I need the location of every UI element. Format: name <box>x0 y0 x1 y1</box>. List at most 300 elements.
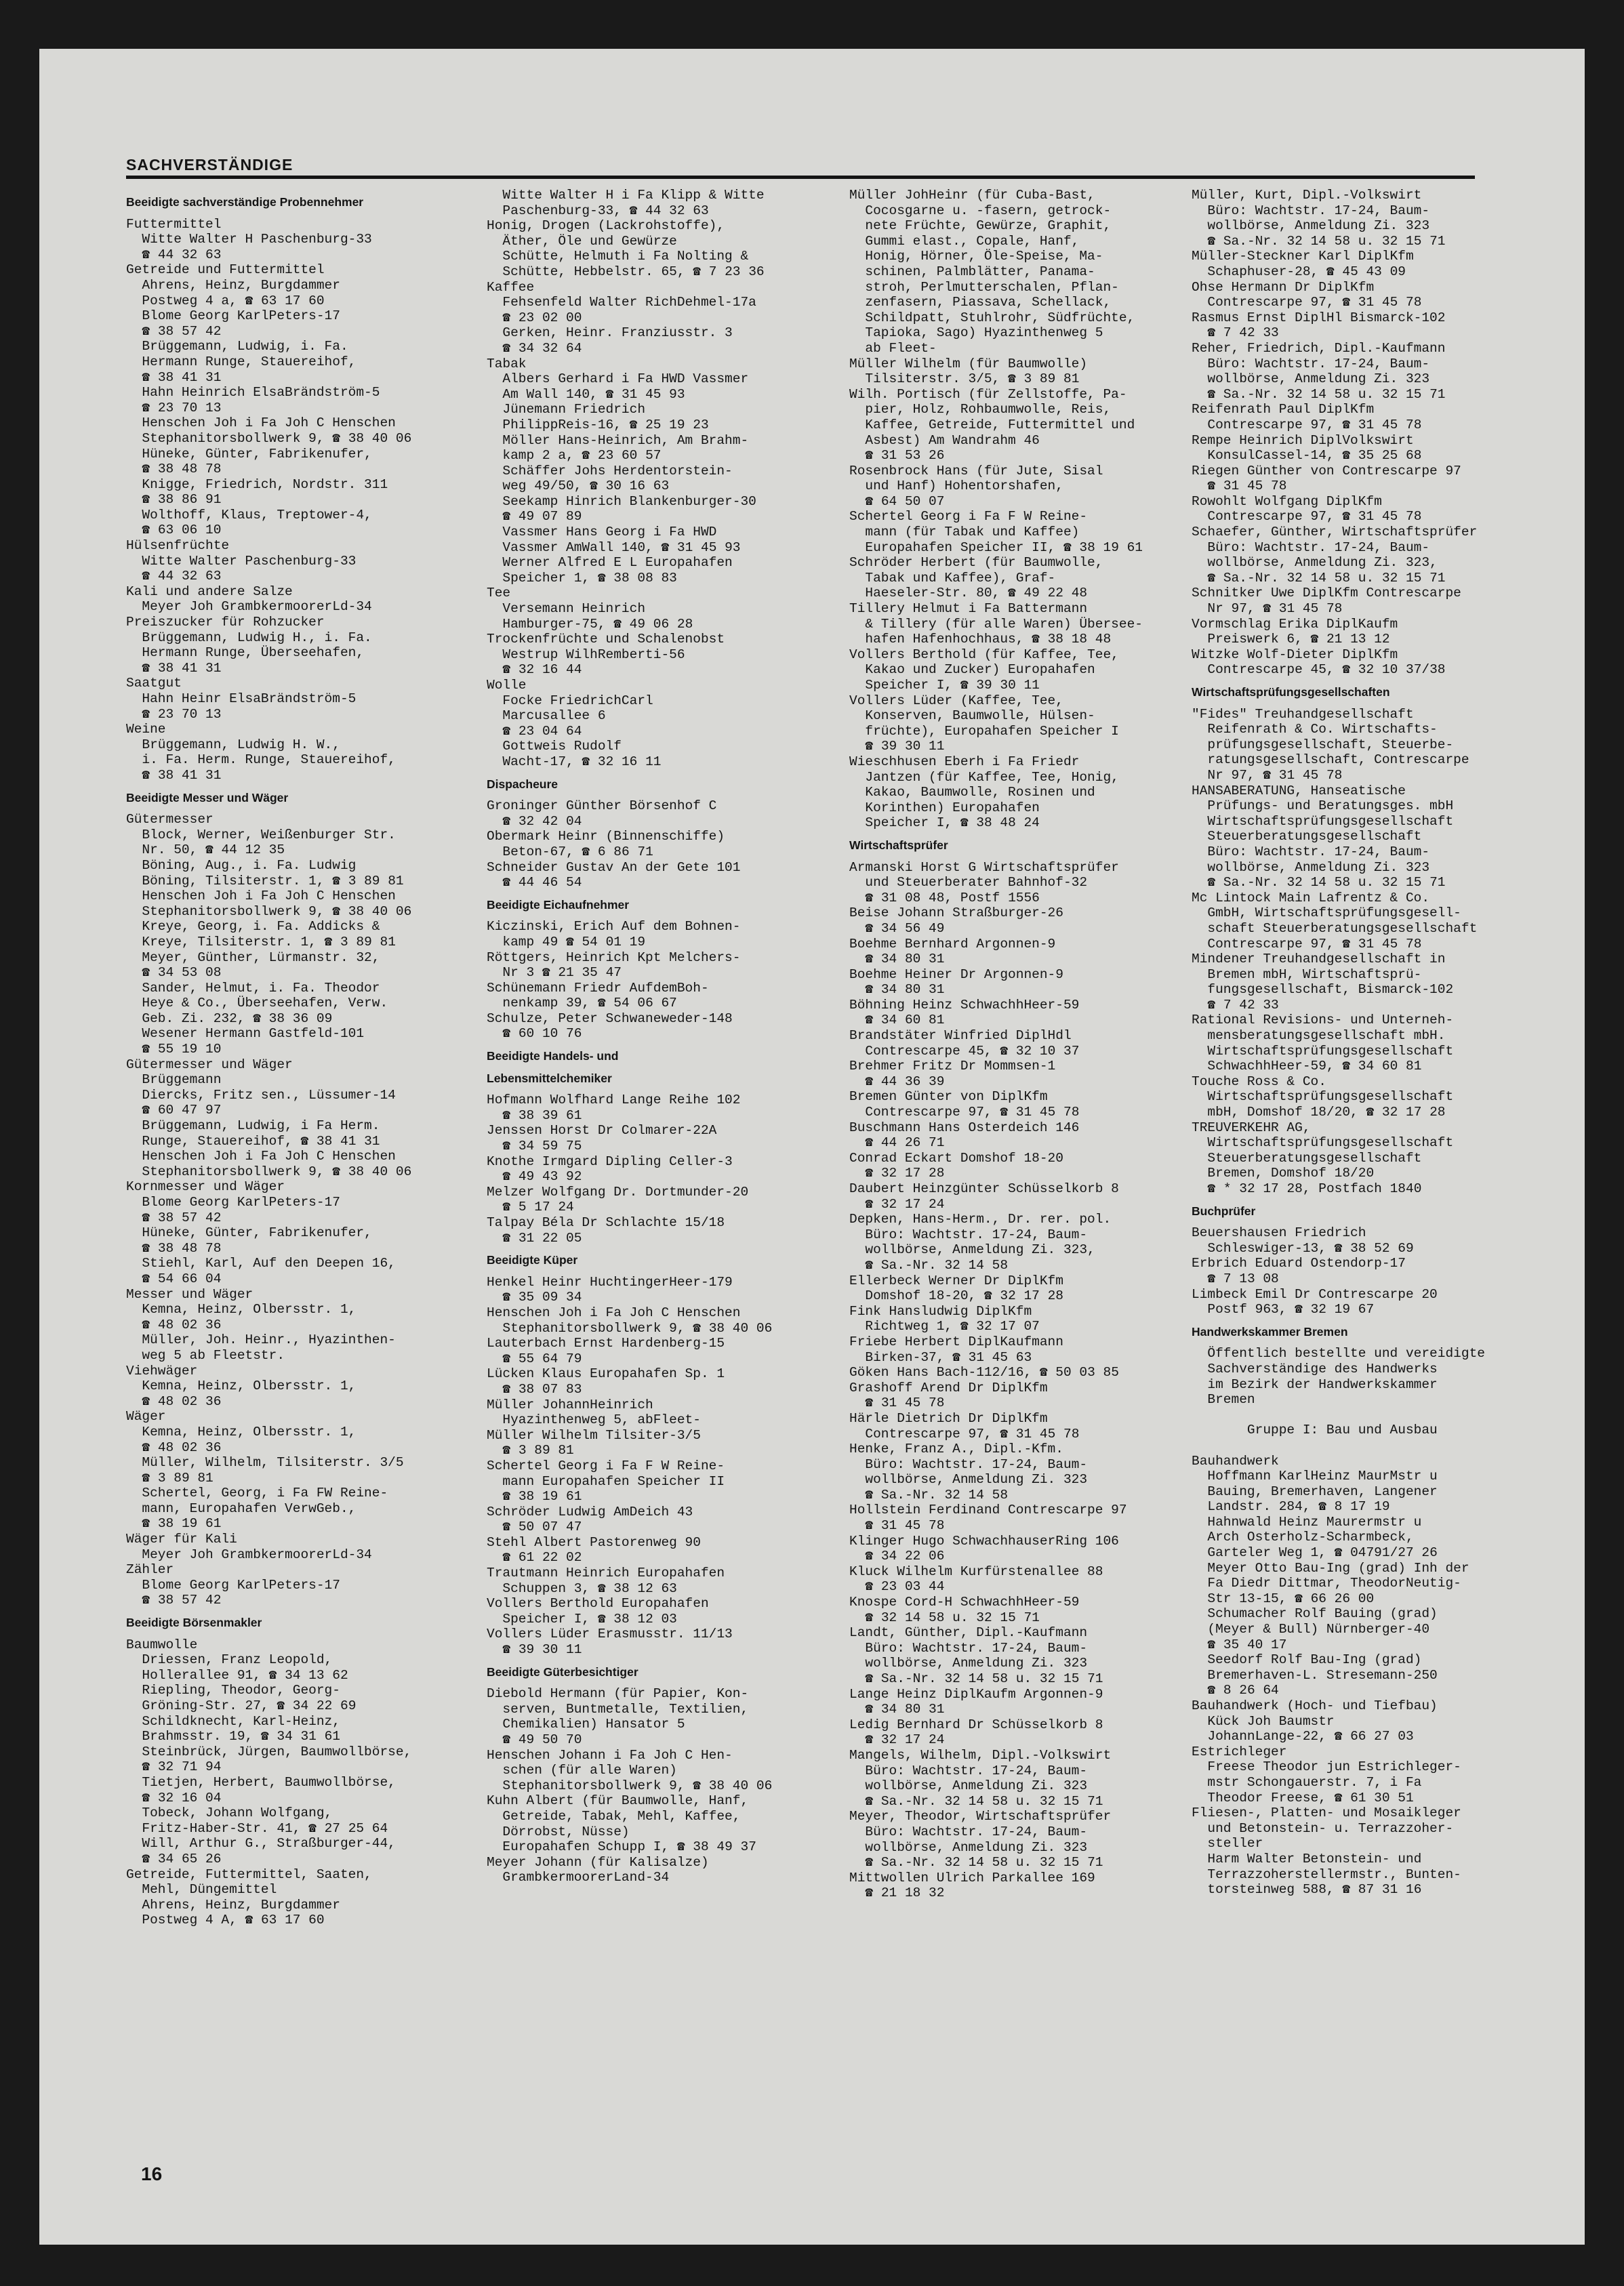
entry-line: Beuershausen Friedrich <box>1192 1225 1366 1241</box>
entry-line: Schertel Georg i Fa F W Reine- <box>849 509 1088 525</box>
entry-line: ☎ 7 42 33 <box>1192 997 1279 1013</box>
entry-line: Beton-67, ☎ 6 86 71 <box>487 844 653 859</box>
entry-line: HANSABERATUNG, Hanseatische <box>1192 783 1406 798</box>
entry-line: Terrazzoherstellermstr., Bunten- <box>1192 1866 1461 1882</box>
entry-line: Hoffmann KarlHeinz MaurMstr u <box>1192 1469 1438 1484</box>
entry-line <box>1192 1408 1537 1423</box>
entry-line: wollbörse, Anmeldung Zi. 323, <box>849 1242 1095 1258</box>
entry-line: ☎ 32 16 04 <box>126 1790 222 1805</box>
entry-line: Runge, Stauereihof, ☎ 38 41 31 <box>126 1133 380 1149</box>
entry-line: Kaffee, Getreide, Futtermittel und <box>849 417 1135 432</box>
entry-line: Melzer Wolfgang Dr. Dortmunder-20 <box>487 1184 749 1200</box>
section-heading: Beeidigte sachverständige Probennehmer <box>126 195 364 209</box>
entry-line: Touche Ross & Co. <box>1192 1074 1326 1089</box>
section-heading: Lebensmittelchemiker <box>487 1071 612 1085</box>
entry-line: TREUVERKEHR AG, <box>1192 1120 1311 1135</box>
entry-line: Dörrobst, Nüsse) <box>487 1824 630 1839</box>
entry-line: Nr. 50, ☎ 44 12 35 <box>126 842 285 858</box>
entry-line: Futtermittel <box>126 216 222 232</box>
entry-line: Ellerbeck Werner Dr DiplKfm <box>849 1273 1063 1288</box>
entry-line: Landstr. 284, ☎ 8 17 19 <box>1192 1499 1390 1515</box>
entry-line: Ledig Bernhard Dr Schüsselkorb 8 <box>849 1717 1103 1732</box>
entry-line: i. Fa. Herm. Runge, Stauereihof, <box>126 752 396 768</box>
entry-line: Stehl Albert Pastorenweg 90 <box>487 1534 701 1550</box>
entry-line: ☎ 31 08 48, Postf 1556 <box>849 890 1040 905</box>
entry-line: nete Früchte, Gewürze, Graphit, <box>849 218 1112 234</box>
entry-line: fungsgesellschaft, Bismarck-102 <box>1192 982 1454 998</box>
entry-line: Meyer, Theodor, Wirtschaftsprüfer <box>849 1809 1112 1824</box>
entry-line: und Steuerberater Bahnhof-32 <box>849 875 1088 891</box>
entry-line: Schneider Gustav An der Gete 101 <box>487 859 741 875</box>
entry-line: Müller Wilhelm (für Baumwolle) <box>849 356 1088 371</box>
entry-line: Gruppe I: Bau und Ausbau <box>1192 1423 1438 1438</box>
entry-line: Seedorf Rolf Bau-Ing (grad) <box>1192 1652 1422 1668</box>
entry-line: Wirtschaftsprüfungsgesellschaft <box>1192 1135 1454 1151</box>
entry-line: Büro: Wachtstr. 17-24, Baum- <box>1192 539 1430 555</box>
entry-line: "Fides" Treuhandgesellschaft <box>1192 706 1414 722</box>
entry-line: ☎ 34 65 26 <box>126 1851 222 1866</box>
entry-line: ☎ 32 16 44 <box>487 662 582 678</box>
entry-line: Brüggemann, Ludwig H. W., <box>126 737 340 752</box>
entry-line: Speicher I, ☎ 38 48 24 <box>849 815 1040 831</box>
section-heading: Beeidigte Eichaufnehmer <box>487 897 630 912</box>
entry-line: Reher, Friedrich, Dipl.-Kaufmann <box>1192 340 1446 356</box>
entry-line: Schuppen 3, ☎ 38 12 63 <box>487 1580 677 1596</box>
entry-line: ☎ 38 41 31 <box>126 369 222 385</box>
entry-line: Hollstein Ferdinand Contrescarpe 97 <box>849 1503 1127 1518</box>
entry-line: mbH, Domshof 18/20, ☎ 32 17 28 <box>1192 1105 1446 1120</box>
entry-line: ☎ 32 71 94 <box>126 1759 222 1775</box>
entry-line: ☎ 44 32 63 <box>126 247 222 262</box>
entry-line: ☎ 49 07 89 <box>487 509 582 525</box>
entry-line: prüfungsgesellschaft, Steuerbe- <box>1192 737 1454 752</box>
entry-line: Mittwollen Ulrich Parkallee 169 <box>849 1870 1095 1885</box>
entry-line: ☎ Sa.-Nr. 32 14 58 u. 32 15 71 <box>1192 386 1446 402</box>
entry-line: ☎ 44 32 63 <box>126 569 222 584</box>
entry-line: Vollers Berthold Europahafen <box>487 1596 709 1612</box>
entry-line: ☎ 34 22 06 <box>849 1549 945 1564</box>
entry-line: Bremerhaven-L. Stresemann-250 <box>1192 1667 1438 1683</box>
entry-line: Vollers Lüder (Kaffee, Tee, <box>849 693 1063 708</box>
entry-line: Westrup WilhRemberti-56 <box>487 647 685 662</box>
entry-line: Müller Wilhelm Tilsiter-3/5 <box>487 1427 701 1443</box>
entry-line: Contrescarpe 97, ☎ 31 45 78 <box>1192 295 1422 310</box>
entry-line: Mindener Treuhandgesellschaft in <box>1192 952 1446 967</box>
entry-line: ☎ Sa.-Nr. 32 14 58 u. 32 15 71 <box>849 1793 1103 1809</box>
entry-line: Preiszucker für Rohzucker <box>126 615 325 630</box>
entry-line: Zähler <box>126 1562 174 1578</box>
entry-line: Tee <box>487 586 511 601</box>
entry-line: Will, Arthur G., Straßburger-44, <box>126 1836 396 1852</box>
entry-line: Kakao, Baumwolle, Rosinen und <box>849 785 1095 800</box>
entry-line: Korinthen) Europahafen <box>849 800 1040 815</box>
entry-line: ☎ 31 45 78 <box>849 1518 945 1534</box>
entry-line: Stephanitorsbollwerk 9, ☎ 38 40 06 <box>487 1778 773 1793</box>
entry-line: ☎ 44 26 71 <box>849 1135 945 1151</box>
entry-line: ☎ 38 57 42 <box>126 1593 222 1608</box>
entry-line: ☎ 5 17 24 <box>487 1200 574 1215</box>
entry-line: Beise Johann Straßburger-26 <box>849 905 1063 921</box>
entry-line: Fink Hansludwig DiplKfm <box>849 1303 1032 1319</box>
entry-line: Speicher I, ☎ 38 12 03 <box>487 1611 677 1627</box>
entry-line: Speicher I, ☎ 39 30 11 <box>849 678 1040 693</box>
entry-line: Hahn Heinr ElsaBrändström-5 <box>126 691 357 706</box>
entry-line: mann (für Tabak und Kaffee) <box>849 525 1080 540</box>
entry-line: ☎ Sa.-Nr. 32 14 58 <box>849 1487 1009 1503</box>
entry-line: ☎ 50 07 47 <box>487 1519 582 1535</box>
entry-line <box>1192 1438 1537 1454</box>
entry-line: ☎ 39 30 11 <box>849 739 945 754</box>
entry-line: wollbörse, Anmeldung Zi. 323, <box>1192 555 1438 571</box>
entry-line: Härle Dietrich Dr DiplKfm <box>849 1410 1048 1426</box>
entry-line: Schumacher Rolf Bauing (grad) <box>1192 1606 1438 1622</box>
entry-line: serven, Buntmetalle, Textilien, <box>487 1701 749 1717</box>
section-heading: Handwerkskammer Bremen <box>1192 1324 1348 1339</box>
entry-line: Bremen, Domshof 18/20 <box>1192 1166 1375 1181</box>
entry-line: Am Wall 140, ☎ 31 45 93 <box>487 386 685 402</box>
entry-line: Focke FriedrichCarl <box>487 693 653 708</box>
entry-line: Fa Diedr Dittmar, TheodorNeutig- <box>1192 1576 1461 1591</box>
entry-line: Hahnwald Heinz Maurermstr u <box>1192 1514 1422 1530</box>
entry-line: steller <box>1192 1836 1263 1852</box>
entry-line: ☎ 32 17 24 <box>849 1732 945 1748</box>
entry-line: ☎ Sa.-Nr. 32 14 58 u. 32 15 71 <box>849 1855 1103 1871</box>
entry-line: ☎ 48 02 36 <box>126 1393 222 1409</box>
entry-line: weg 5 ab Fleetstr. <box>126 1347 285 1363</box>
entry-line: Birken-37, ☎ 31 45 63 <box>849 1349 1032 1365</box>
entry-line: Block, Werner, Weißenburger Str. <box>126 827 396 842</box>
entry-line: Stephanitorsbollwerk 9, ☎ 38 40 06 <box>487 1320 773 1336</box>
entry-line: Henschen Joh i Fa Joh C Henschen <box>126 415 396 431</box>
entry-line: Riegen Günther von Contrescarpe 97 <box>1192 463 1461 478</box>
entry-line: ☎ 23 02 00 <box>487 310 582 325</box>
entry-line: Henschen Johann i Fa Joh C Hen- <box>487 1747 733 1763</box>
entry-line: ☎ 34 60 81 <box>849 1013 945 1028</box>
entry-line: Jünemann Friedrich <box>487 402 646 417</box>
entry-line: ☎ 34 80 31 <box>849 982 945 998</box>
entry-line: Getreide, Tabak, Mehl, Kaffee, <box>487 1808 741 1824</box>
entry-line: zenfasern, Piassava, Schellack, <box>849 295 1112 310</box>
entry-line: Depken, Hans-Herm., Dr. rer. pol. <box>849 1212 1112 1227</box>
entry-line: Stephanitorsbollwerk 9, ☎ 38 40 06 <box>126 430 412 446</box>
entry-line: Viehwäger <box>126 1363 198 1379</box>
entry-line: ☎ 49 50 70 <box>487 1732 582 1747</box>
entry-line: Brüggemann, Ludwig H., i. Fa. <box>126 630 372 645</box>
entry-line: Europahafen Schupp I, ☎ 38 49 37 <box>487 1839 756 1855</box>
entry-line: Knothe Irmgard Dipling Celler-3 <box>487 1154 733 1169</box>
entry-line: Henke, Franz A., Dipl.-Kfm. <box>849 1442 1063 1457</box>
entry-line: Conrad Eckart Domshof 18-20 <box>849 1150 1063 1166</box>
entry-line: Asbest) Am Wandrahm 46 <box>849 432 1040 448</box>
entry-line: ☎ 38 57 42 <box>126 323 222 339</box>
entry-line: Contrescarpe 97, ☎ 31 45 78 <box>1192 936 1422 952</box>
entry-line: Getreide, Futtermittel, Saaten, <box>126 1866 372 1882</box>
entry-line: JohannLange-22, ☎ 66 27 03 <box>1192 1729 1414 1744</box>
entry-line: Ohse Hermann Dr DiplKfm <box>1192 279 1375 295</box>
entry-line: Hermann Runge, Stauereihof, <box>126 354 357 369</box>
entry-line: Kemna, Heinz, Olbersstr. 1, <box>126 1302 357 1318</box>
entry-line: Landt, Günther, Dipl.-Kaufmann <box>849 1625 1088 1641</box>
entry-line: Gummi elast., Copale, Hanf, <box>849 233 1080 249</box>
entry-line: Brahmsstr. 19, ☎ 34 31 61 <box>126 1729 340 1744</box>
entry-line: ☎ 44 46 54 <box>487 875 582 891</box>
entry-line: ☎ 34 53 08 <box>126 965 222 981</box>
entry-line: ☎ 21 18 32 <box>849 1885 945 1901</box>
entry-line: Diercks, Fritz sen., Lüssumer-14 <box>126 1087 396 1103</box>
entry-line: Stephanitorsbollwerk 9, ☎ 38 40 06 <box>126 903 412 919</box>
entry-line: Talpay Béla Dr Schlachte 15/18 <box>487 1215 725 1230</box>
entry-line: Str 13-15, ☎ 66 26 00 <box>1192 1591 1375 1606</box>
entry-line: ☎ 31 45 78 <box>1192 478 1287 494</box>
entry-line: Meyer Johann (für Kalisalze) <box>487 1854 709 1870</box>
entry-line: wollbörse, Anmeldung Zi. 323 <box>849 1778 1088 1794</box>
entry-line: Brehmer Fritz Dr Mommsen-1 <box>849 1059 1056 1074</box>
entry-line: wollbörse, Anmeldung Zi. 323 <box>1192 371 1430 387</box>
entry-line: Tobeck, Johann Wolfgang, <box>126 1805 333 1821</box>
entry-line: Harm Walter Betonstein- und <box>1192 1851 1422 1866</box>
entry-line: nenkamp 39, ☎ 54 06 67 <box>487 996 677 1011</box>
entry-line: Driessen, Franz Leopold, <box>126 1652 333 1668</box>
entry-line: Sander, Helmut, i. Fa. Theodor <box>126 980 380 996</box>
entry-line: PhilippReis-16, ☎ 25 19 23 <box>487 417 709 432</box>
entry-line: und Betonstein- u. Terrazzoher- <box>1192 1820 1454 1836</box>
entry-line: Hermann Runge, Überseehafen, <box>126 645 365 661</box>
entry-line: Riepling, Theodor, Georg- <box>126 1683 340 1698</box>
entry-line: ☎ 35 40 17 <box>1192 1637 1287 1652</box>
entry-line: Weine <box>126 722 166 737</box>
section-heading: Beeidigte Handels- und <box>487 1049 619 1063</box>
entry-line: ☎ 38 07 83 <box>487 1381 582 1397</box>
entry-line: Henschen Joh i Fa Joh C Henschen <box>487 1305 741 1320</box>
entry-line: Büro: Wachtstr. 17-24, Baum- <box>849 1227 1088 1242</box>
entry-line: Rowohlt Wolfgang DiplKfm <box>1192 493 1382 509</box>
entry-line: Meyer Otto Bau-Ing (grad) Inh der <box>1192 1560 1469 1576</box>
entry-line: Müller, Kurt, Dipl.-Volkswirt <box>1192 188 1422 203</box>
entry-line: Röttgers, Heinrich Kpt Melchers- <box>487 950 741 965</box>
entry-line: wollbörse, Anmeldung Zi. 323 <box>849 1656 1088 1671</box>
entry-line: Müller-Steckner Karl DiplKfm <box>1192 249 1414 264</box>
entry-line: Schröder Herbert (für Baumwolle, <box>849 555 1103 571</box>
entry-line: Garteler Weg 1, ☎ 04791/27 26 <box>1192 1545 1438 1561</box>
entry-line: Contrescarpe 45, ☎ 32 10 37 <box>849 1043 1080 1059</box>
entry-line: Preiswerk 6, ☎ 21 13 12 <box>1192 632 1390 647</box>
entry-line: schen (für alle Waren) <box>487 1763 677 1778</box>
entry-line: Limbeck Emil Dr Contrescarpe 20 <box>1192 1286 1438 1302</box>
entry-line: Contrescarpe 97, ☎ 31 45 78 <box>1192 509 1422 525</box>
entry-line: Boehme Heiner Dr Argonnen-9 <box>849 966 1063 982</box>
entry-line: ☎ 38 41 31 <box>126 767 222 783</box>
entry-line: ☎ 60 47 97 <box>126 1103 222 1118</box>
entry-line: Wesener Hermann Gastfeld-101 <box>126 1026 365 1042</box>
entry-line: wollbörse, Anmeldung Zi. 323 <box>849 1839 1088 1855</box>
entry-line: Ahrens, Heinz, Burgdammer <box>126 1897 340 1913</box>
directory-page <box>39 49 1585 2245</box>
entry-line: torsteinweg 588, ☎ 87 31 16 <box>1192 1882 1422 1898</box>
entry-line: Richtweg 1, ☎ 32 17 07 <box>849 1319 1040 1334</box>
entry-line: Cocosgarne u. -fasern, getrock- <box>849 203 1112 218</box>
entry-line: Büro: Wachtstr. 17-24, Baum- <box>1192 203 1430 218</box>
entry-line: Albers Gerhard i Fa HWD Vassmer <box>487 371 749 387</box>
entry-line: Gröning-Str. 27, ☎ 34 22 69 <box>126 1698 357 1713</box>
entry-line: weg 49/50, ☎ 30 16 63 <box>487 478 670 494</box>
entry-line: Rempe Heinrich DiplVolkswirt <box>1192 432 1414 448</box>
entry-line: GrambkermoorerLand-34 <box>487 1870 670 1885</box>
section-heading: Beeidigte Messer und Wäger <box>126 790 289 804</box>
entry-line: ☎ 38 39 61 <box>487 1107 582 1123</box>
entry-line: früchte), Europahafen Speicher I <box>849 723 1119 739</box>
entry-line: Bremen <box>1192 1392 1255 1408</box>
entry-line: ☎ 23 03 44 <box>849 1579 945 1595</box>
entry-line: stroh, Perlmutterschalen, Pflan- <box>849 279 1119 295</box>
entry-line: Kluck Wilhelm Kurfürstenallee 88 <box>849 1564 1103 1579</box>
entry-line: Kali und andere Salze <box>126 584 293 599</box>
entry-line: Äther, Öle und Gewürze <box>487 233 677 249</box>
entry-line: Groninger Günther Börsenhof C <box>487 798 717 814</box>
entry-line: Chemikalien) Hansator 5 <box>487 1717 685 1732</box>
entry-line: ☎ 32 17 24 <box>849 1196 945 1212</box>
entry-line: Tillery Helmut i Fa Battermann <box>849 601 1088 617</box>
entry-line: Hamburger-75, ☎ 49 06 28 <box>487 616 693 632</box>
entry-line: ☎ 38 48 78 <box>126 1240 222 1256</box>
entry-line: ☎ Sa.-Nr. 32 14 58 <box>849 1257 1009 1273</box>
entry-line: ☎ 38 86 91 <box>126 492 222 508</box>
entry-line: Henschen Joh i Fa Joh C Henschen <box>126 889 396 904</box>
entry-line: Hüneke, Günter, Fabrikenufer, <box>126 446 372 462</box>
entry-line: Schildpatt, Stuhlrohr, Südfrüchte, <box>849 310 1135 325</box>
entry-line: Vassmer AmWall 140, ☎ 31 45 93 <box>487 539 741 555</box>
entry-line: Tilsiterstr. 3/5, ☎ 3 89 81 <box>849 371 1080 387</box>
entry-line: Arch Osterholz-Scharmbeck, <box>1192 1530 1414 1545</box>
entry-line: ☎ 44 36 39 <box>849 1074 945 1089</box>
entry-line: pier, Holz, Rohbaumwolle, Reis, <box>849 402 1112 417</box>
entry-line: Nr 97, ☎ 31 45 78 <box>1192 601 1343 617</box>
entry-line: Öffentlich bestellte und vereidigte <box>1192 1346 1485 1362</box>
entry-line: Rational Revisions- und Unterneh- <box>1192 1013 1454 1028</box>
entry-line: Tabak und Kaffee), Graf- <box>849 570 1056 586</box>
entry-line: Wilh. Portisch (für Zellstoffe, Pa- <box>849 386 1127 402</box>
entry-line: Müller, Wilhelm, Tilsiterstr. 3/5 <box>126 1455 404 1471</box>
entry-line: Bauhandwerk (Hoch- und Tiefbau) <box>1192 1698 1438 1713</box>
entry-line: Schaphuser-28, ☎ 45 43 09 <box>1192 264 1406 279</box>
entry-line: Göken Hans Bach-112/16, ☎ 50 03 85 <box>849 1365 1119 1381</box>
entry-line: Contrescarpe 97, ☎ 31 45 78 <box>849 1426 1080 1442</box>
entry-line: Nr 97, ☎ 31 45 78 <box>1192 767 1343 783</box>
entry-line: ☎ 48 02 36 <box>126 1440 222 1455</box>
entry-line: Schulze, Peter Schwaneweder-148 <box>487 1011 733 1026</box>
entry-line: Vormschlag Erika DiplKaufm <box>1192 616 1398 632</box>
entry-line: ☎ 34 56 49 <box>849 920 945 936</box>
section-heading: Beeidigte Küper <box>487 1253 578 1267</box>
entry-line: Seekamp Hinrich Blankenburger-30 <box>487 493 756 509</box>
entry-line: Brüggemann, Ludwig, i. Fa. <box>126 339 348 354</box>
entry-line: Wirtschaftsprüfungsgesellschaft <box>1192 1089 1454 1105</box>
entry-line: Postf 963, ☎ 32 19 67 <box>1192 1302 1375 1318</box>
entry-line: ☎ 39 30 11 <box>487 1642 582 1658</box>
entry-line: Gütermesser <box>126 812 214 828</box>
section-heading: Wirtschaftsprüfungsgesellschaften <box>1192 685 1390 699</box>
entry-line: Friebe Herbert DiplKaufmann <box>849 1334 1063 1349</box>
entry-line: Messer und Wäger <box>126 1286 253 1302</box>
column-4 <box>1192 188 1537 1898</box>
entry-line: Schäffer Johs Herdentorstein- <box>487 463 733 478</box>
entry-line: ☎ 34 32 64 <box>487 340 582 356</box>
entry-line: ☎ 23 70 13 <box>126 400 222 415</box>
entry-line: Kiczinski, Erich Auf dem Bohnen- <box>487 919 741 935</box>
entry-line: Tapioka, Sago) Hyazinthenweg 5 <box>849 325 1103 341</box>
entry-line: mstr Schongauerstr. 7, i Fa <box>1192 1774 1422 1790</box>
entry-line: Postweg 4 a, ☎ 63 17 60 <box>126 293 325 308</box>
entry-line: Postweg 4 A, ☎ 63 17 60 <box>126 1913 325 1928</box>
entry-line: Böhning Heinz SchwachhHeer-59 <box>849 997 1080 1013</box>
entry-line: Knigge, Friedrich, Nordstr. 311 <box>126 476 388 492</box>
entry-line: Getreide und Futtermittel <box>126 262 325 278</box>
entry-line: Prüfungs- und Beratungsges. mbH <box>1192 798 1454 814</box>
entry-line: ☎ 3 89 81 <box>487 1443 574 1458</box>
entry-line: Meyer Joh GrambkermoorerLd-34 <box>126 599 372 615</box>
entry-line: Henkel Heinr HuchtingerHeer-179 <box>487 1274 733 1290</box>
entry-line: ☎ 8 26 64 <box>1192 1683 1279 1698</box>
entry-line: ☎ 60 10 76 <box>487 1026 582 1042</box>
entry-line: ☎ 55 64 79 <box>487 1351 582 1366</box>
entry-line: Blome Georg KarlPeters-17 <box>126 308 340 324</box>
entry-line: schinen, Palmblätter, Panama- <box>849 264 1095 279</box>
entry-line: Möller Hans-Heinrich, Am Brahm- <box>487 432 749 448</box>
entry-line: ☎ 48 02 36 <box>126 1317 222 1332</box>
entry-line: Jenssen Horst Dr Colmarer-22A <box>487 1123 717 1139</box>
entry-line: Hahn Heinrich ElsaBrändström-5 <box>126 385 380 401</box>
entry-line: wollbörse, Anmeldung Zi. 323 <box>1192 218 1430 234</box>
entry-line: ☎ 38 19 61 <box>487 1489 582 1505</box>
column-3 <box>849 188 1195 1901</box>
entry-line: Kuhn Albert (für Baumwolle, Hanf, <box>487 1793 749 1809</box>
entry-line: Haeseler-Str. 80, ☎ 49 22 48 <box>849 586 1088 601</box>
entry-line: Speicher 1, ☎ 38 08 83 <box>487 570 677 586</box>
entry-line: Schünemann Friedr AufdemBoh- <box>487 980 709 996</box>
entry-line: Wirtschaftsprüfungsgesellschaft <box>1192 1043 1454 1059</box>
entry-line: Schütte, Hebbelstr. 65, ☎ 7 23 36 <box>487 264 765 279</box>
entry-line: ☎ 31 45 78 <box>849 1395 945 1411</box>
entry-line: Bremen Günter von DiplKfm <box>849 1089 1048 1105</box>
entry-line: Marcusallee 6 <box>487 708 606 724</box>
entry-line: Henschen Joh i Fa Joh C Henschen <box>126 1149 396 1164</box>
entry-line: Fliesen-, Platten- und Mosaikleger <box>1192 1805 1461 1821</box>
entry-line: Bauhandwerk <box>1192 1453 1279 1469</box>
entry-line: ☎ Sa.-Nr. 32 14 58 u. 32 15 71 <box>1192 570 1446 586</box>
entry-line: Lauterbach Ernst Hardenberg-15 <box>487 1336 725 1351</box>
entry-line: Steinbrück, Jürgen, Baumwollbörse, <box>126 1744 412 1759</box>
entry-line: Wäger <box>126 1409 166 1425</box>
column-1 <box>126 188 472 1928</box>
entry-line: ☎ 7 42 33 <box>1192 325 1279 341</box>
entry-line: Blome Georg KarlPeters-17 <box>126 1577 340 1593</box>
entry-line: Lange Heinz DiplKaufm Argonnen-9 <box>849 1686 1103 1702</box>
entry-line: ☎ 38 41 31 <box>126 660 222 676</box>
entry-line: ☎ 55 19 10 <box>126 1042 222 1057</box>
entry-line: Grashoff Arend Dr DiplKfm <box>849 1380 1048 1395</box>
entry-line: Hüneke, Günter, Fabrikenufer, <box>126 1225 372 1241</box>
entry-line: Diebold Hermann (für Papier, Kon- <box>487 1686 749 1702</box>
entry-line: Vollers Berthold (für Kaffee, Tee, <box>849 647 1119 662</box>
entry-line: (Meyer & Bull) Nürnberger-40 <box>1192 1622 1430 1637</box>
entry-line: Witzke Wolf-Dieter DiplKfm <box>1192 647 1398 662</box>
entry-line: Honig, Hörner, Öle-Speise, Ma- <box>849 249 1103 264</box>
page-header: SACHVERSTÄNDIGE <box>126 156 1475 179</box>
entry-line: Böning, Tilsiterstr. 1, ☎ 3 89 81 <box>126 873 404 889</box>
entry-line: Büro: Wachtstr. 17-24, Baum- <box>849 1640 1088 1656</box>
entry-line: Vassmer Hans Georg i Fa HWD <box>487 525 717 540</box>
entry-line: ☎ 34 59 75 <box>487 1139 582 1154</box>
entry-line: Büro: Wachtstr. 17-24, Baum- <box>849 1824 1088 1839</box>
